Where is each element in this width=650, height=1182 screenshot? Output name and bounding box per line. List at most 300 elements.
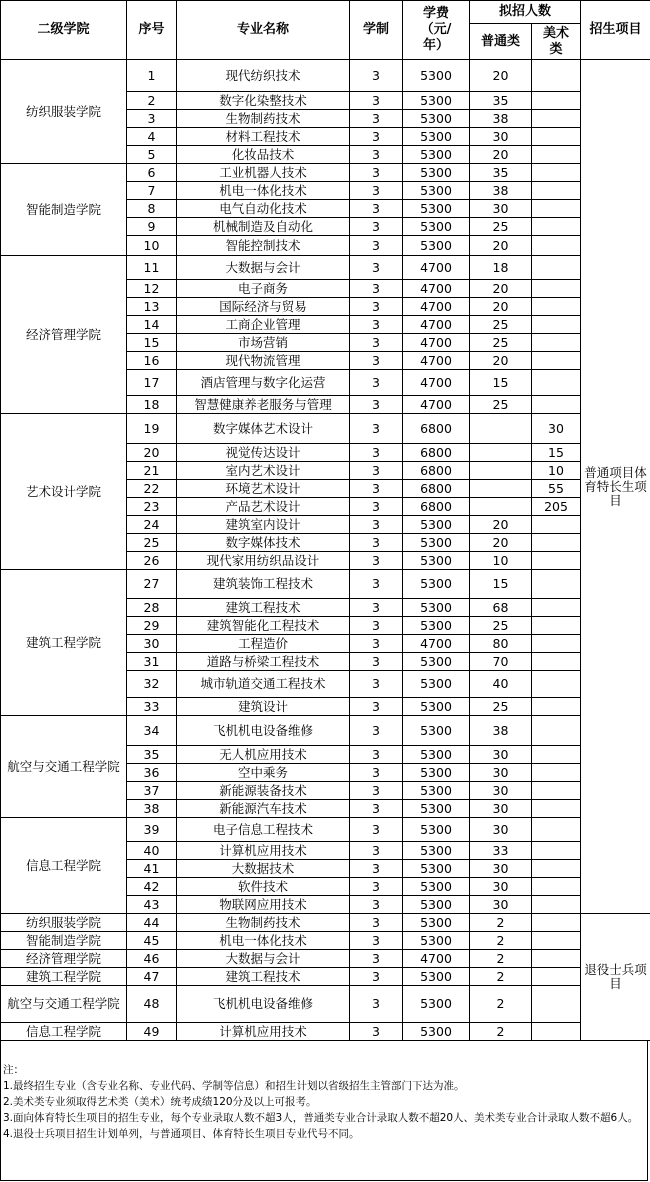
tuition-cell: 4700 bbox=[403, 370, 470, 396]
years-cell: 3 bbox=[350, 92, 403, 110]
years-cell: 3 bbox=[350, 182, 403, 200]
quota-general-cell: 25 bbox=[470, 334, 532, 352]
tuition-cell: 4700 bbox=[403, 280, 470, 298]
years-cell: 3 bbox=[350, 860, 403, 878]
years-cell: 3 bbox=[350, 534, 403, 552]
quota-art-cell bbox=[532, 698, 581, 716]
index-cell: 30 bbox=[127, 635, 177, 653]
tuition-cell: 5300 bbox=[403, 878, 470, 896]
years-cell: 3 bbox=[350, 842, 403, 860]
quota-general-cell: 30 bbox=[470, 800, 532, 818]
index-cell: 39 bbox=[127, 818, 177, 842]
quota-general-cell: 20 bbox=[470, 352, 532, 370]
table-row bbox=[1, 818, 650, 842]
years-cell: 3 bbox=[350, 635, 403, 653]
tuition-cell: 6800 bbox=[403, 498, 470, 516]
years-cell: 3 bbox=[350, 698, 403, 716]
index-cell: 9 bbox=[127, 218, 177, 236]
index-cell: 24 bbox=[127, 516, 177, 534]
table-header bbox=[1, 1, 650, 60]
major-cell: 建筑工程技术 bbox=[177, 599, 350, 617]
table-row bbox=[1, 914, 650, 932]
quota-art-cell bbox=[532, 200, 581, 218]
table-row bbox=[1, 1023, 650, 1041]
tuition-cell: 4700 bbox=[403, 352, 470, 370]
major-cell: 建筑智能化工程技术 bbox=[177, 617, 350, 635]
quota-general-cell: 30 bbox=[470, 764, 532, 782]
quota-general-cell: 20 bbox=[470, 60, 532, 92]
quota-general-cell: 30 bbox=[470, 128, 532, 146]
years-cell: 3 bbox=[350, 653, 403, 671]
tuition-cell: 5300 bbox=[403, 818, 470, 842]
table-row bbox=[1, 164, 650, 182]
college-cell: 信息工程学院 bbox=[1, 818, 127, 914]
index-cell: 23 bbox=[127, 498, 177, 516]
major-cell: 机械制造及自动化 bbox=[177, 218, 350, 236]
years-cell: 3 bbox=[350, 200, 403, 218]
tuition-cell: 4700 bbox=[403, 256, 470, 280]
header-project: 招生项目 bbox=[581, 1, 650, 60]
major-cell: 新能源装备技术 bbox=[177, 782, 350, 800]
index-cell: 43 bbox=[127, 896, 177, 914]
quota-art-cell bbox=[532, 146, 581, 164]
index-cell: 18 bbox=[127, 396, 177, 414]
quota-art-cell: 10 bbox=[532, 462, 581, 480]
quota-general-cell: 20 bbox=[470, 534, 532, 552]
tuition-cell: 5300 bbox=[403, 570, 470, 599]
quota-general-cell: 2 bbox=[470, 1023, 532, 1041]
quota-general-cell: 20 bbox=[470, 236, 532, 256]
tuition-cell: 6800 bbox=[403, 414, 470, 444]
header-quota-general: 普通类 bbox=[470, 24, 532, 60]
table-row bbox=[1, 968, 650, 986]
major-cell: 电气自动化技术 bbox=[177, 200, 350, 218]
years-cell: 3 bbox=[350, 316, 403, 334]
quota-art-cell bbox=[532, 534, 581, 552]
college-cell: 信息工程学院 bbox=[1, 1023, 127, 1041]
years-cell: 3 bbox=[350, 256, 403, 280]
major-cell: 建筑设计 bbox=[177, 698, 350, 716]
quota-general-cell: 25 bbox=[470, 396, 532, 414]
major-cell: 大数据技术 bbox=[177, 860, 350, 878]
table-row bbox=[1, 414, 650, 444]
quota-general-cell: 2 bbox=[470, 914, 532, 932]
major-cell: 大数据与会计 bbox=[177, 950, 350, 968]
years-cell: 3 bbox=[350, 498, 403, 516]
table-row bbox=[1, 716, 650, 746]
index-cell: 2 bbox=[127, 92, 177, 110]
index-cell: 8 bbox=[127, 200, 177, 218]
quota-art-cell bbox=[532, 352, 581, 370]
major-cell: 产品艺术设计 bbox=[177, 498, 350, 516]
major-cell: 无人机应用技术 bbox=[177, 746, 350, 764]
tuition-cell: 5300 bbox=[403, 599, 470, 617]
years-cell: 3 bbox=[350, 164, 403, 182]
quota-general-cell: 20 bbox=[470, 298, 532, 316]
quota-art-cell bbox=[532, 92, 581, 110]
index-cell: 33 bbox=[127, 698, 177, 716]
major-cell: 化妆品技术 bbox=[177, 146, 350, 164]
major-cell: 生物制药技术 bbox=[177, 110, 350, 128]
years-cell: 3 bbox=[350, 782, 403, 800]
quota-art-cell bbox=[532, 334, 581, 352]
quota-art-cell bbox=[532, 932, 581, 950]
quota-art-cell bbox=[532, 968, 581, 986]
quota-general-cell: 30 bbox=[470, 818, 532, 842]
major-cell: 室内艺术设计 bbox=[177, 462, 350, 480]
header-college: 二级学院 bbox=[1, 1, 127, 60]
project-veteran-cell: 退役士兵项目 bbox=[581, 914, 650, 1041]
quota-general-cell: 25 bbox=[470, 617, 532, 635]
quota-art-cell bbox=[532, 60, 581, 92]
major-cell: 物联网应用技术 bbox=[177, 896, 350, 914]
years-cell: 3 bbox=[350, 764, 403, 782]
tuition-cell: 5300 bbox=[403, 671, 470, 698]
index-cell: 13 bbox=[127, 298, 177, 316]
major-cell: 现代纺织技术 bbox=[177, 60, 350, 92]
index-cell: 34 bbox=[127, 716, 177, 746]
years-cell: 3 bbox=[350, 352, 403, 370]
college-cell: 建筑工程学院 bbox=[1, 968, 127, 986]
quota-general-cell: 10 bbox=[470, 552, 532, 570]
tuition-cell: 6800 bbox=[403, 444, 470, 462]
major-cell: 建筑工程技术 bbox=[177, 968, 350, 986]
quota-art-cell bbox=[532, 218, 581, 236]
index-cell: 36 bbox=[127, 764, 177, 782]
quota-general-cell: 20 bbox=[470, 516, 532, 534]
tuition-cell: 5300 bbox=[403, 516, 470, 534]
quota-general-cell: 30 bbox=[470, 746, 532, 764]
quota-general-cell bbox=[470, 444, 532, 462]
index-cell: 46 bbox=[127, 950, 177, 968]
college-cell: 航空与交通工程学院 bbox=[1, 986, 127, 1023]
quota-general-cell: 30 bbox=[470, 200, 532, 218]
years-cell: 3 bbox=[350, 1023, 403, 1041]
quota-art-cell bbox=[532, 1023, 581, 1041]
quota-general-cell: 2 bbox=[470, 968, 532, 986]
tuition-cell: 5300 bbox=[403, 842, 470, 860]
years-cell: 3 bbox=[350, 800, 403, 818]
major-cell: 国际经济与贸易 bbox=[177, 298, 350, 316]
major-cell: 机电一体化技术 bbox=[177, 182, 350, 200]
years-cell: 3 bbox=[350, 396, 403, 414]
index-cell: 17 bbox=[127, 370, 177, 396]
index-cell: 16 bbox=[127, 352, 177, 370]
index-cell: 10 bbox=[127, 236, 177, 256]
tuition-cell: 5300 bbox=[403, 146, 470, 164]
major-cell: 数字化染整技术 bbox=[177, 92, 350, 110]
tuition-cell: 5300 bbox=[403, 218, 470, 236]
tuition-cell: 4700 bbox=[403, 316, 470, 334]
major-cell: 电子信息工程技术 bbox=[177, 818, 350, 842]
major-cell: 软件技术 bbox=[177, 878, 350, 896]
quota-art-cell bbox=[532, 552, 581, 570]
tuition-cell: 6800 bbox=[403, 480, 470, 498]
index-cell: 40 bbox=[127, 842, 177, 860]
quota-general-cell: 80 bbox=[470, 635, 532, 653]
quota-art-cell bbox=[532, 818, 581, 842]
index-cell: 4 bbox=[127, 128, 177, 146]
quota-art-cell: 205 bbox=[532, 498, 581, 516]
tuition-cell: 5300 bbox=[403, 110, 470, 128]
quota-art-cell bbox=[532, 896, 581, 914]
major-cell: 现代家用纺织品设计 bbox=[177, 552, 350, 570]
tuition-cell: 5300 bbox=[403, 968, 470, 986]
note-item: 3.面向体育特长生项目的招生专业，每个专业录取人数不超3人，普通类专业合计录取人数不超20人、美术类专业合计录取人数不超6人。 bbox=[3, 1112, 639, 1124]
quota-art-cell bbox=[532, 860, 581, 878]
quota-general-cell: 70 bbox=[470, 653, 532, 671]
tuition-cell: 5300 bbox=[403, 716, 470, 746]
index-cell: 49 bbox=[127, 1023, 177, 1041]
quota-art-cell bbox=[532, 764, 581, 782]
college-cell: 智能制造学院 bbox=[1, 164, 127, 256]
years-cell: 3 bbox=[350, 671, 403, 698]
quota-art-cell bbox=[532, 635, 581, 653]
tuition-cell: 4700 bbox=[403, 334, 470, 352]
college-cell: 纺织服装学院 bbox=[1, 914, 127, 932]
years-cell: 3 bbox=[350, 516, 403, 534]
quota-general-cell: 20 bbox=[470, 280, 532, 298]
years-cell: 3 bbox=[350, 986, 403, 1023]
major-cell: 道路与桥梁工程技术 bbox=[177, 653, 350, 671]
quota-art-cell: 30 bbox=[532, 414, 581, 444]
major-cell: 电子商务 bbox=[177, 280, 350, 298]
tuition-cell: 5300 bbox=[403, 896, 470, 914]
quota-art-cell bbox=[532, 236, 581, 256]
quota-general-cell: 25 bbox=[470, 218, 532, 236]
major-cell: 智慧健康养老服务与管理 bbox=[177, 396, 350, 414]
quota-art-cell bbox=[532, 716, 581, 746]
tuition-cell: 4700 bbox=[403, 950, 470, 968]
tuition-cell: 5300 bbox=[403, 914, 470, 932]
index-cell: 1 bbox=[127, 60, 177, 92]
college-cell: 智能制造学院 bbox=[1, 932, 127, 950]
years-cell: 3 bbox=[350, 950, 403, 968]
index-cell: 48 bbox=[127, 986, 177, 1023]
quota-art-cell bbox=[532, 280, 581, 298]
tuition-cell: 5300 bbox=[403, 1023, 470, 1041]
header-tuition: 学费（元/年） bbox=[403, 1, 470, 60]
major-cell: 计算机应用技术 bbox=[177, 842, 350, 860]
years-cell: 3 bbox=[350, 617, 403, 635]
major-cell: 建筑装饰工程技术 bbox=[177, 570, 350, 599]
years-cell: 3 bbox=[350, 414, 403, 444]
quota-general-cell bbox=[470, 498, 532, 516]
quota-art-cell bbox=[532, 164, 581, 182]
quota-art-cell bbox=[532, 914, 581, 932]
major-cell: 大数据与会计 bbox=[177, 256, 350, 280]
quota-general-cell: 38 bbox=[470, 716, 532, 746]
years-cell: 3 bbox=[350, 968, 403, 986]
quota-art-cell bbox=[532, 128, 581, 146]
quota-art-cell bbox=[532, 986, 581, 1023]
tuition-cell: 5300 bbox=[403, 764, 470, 782]
quota-art-cell bbox=[532, 617, 581, 635]
years-cell: 3 bbox=[350, 552, 403, 570]
tuition-cell: 5300 bbox=[403, 860, 470, 878]
index-cell: 32 bbox=[127, 671, 177, 698]
quota-art-cell bbox=[532, 570, 581, 599]
index-cell: 26 bbox=[127, 552, 177, 570]
quota-art-cell: 15 bbox=[532, 444, 581, 462]
tuition-cell: 5300 bbox=[403, 552, 470, 570]
index-cell: 3 bbox=[127, 110, 177, 128]
years-cell: 3 bbox=[350, 878, 403, 896]
index-cell: 42 bbox=[127, 878, 177, 896]
table-row bbox=[1, 932, 650, 950]
index-cell: 29 bbox=[127, 617, 177, 635]
quota-general-cell: 15 bbox=[470, 370, 532, 396]
major-cell: 数字媒体技术 bbox=[177, 534, 350, 552]
index-cell: 28 bbox=[127, 599, 177, 617]
tuition-cell: 5300 bbox=[403, 782, 470, 800]
quota-art-cell bbox=[532, 671, 581, 698]
major-cell: 飞机机电设备维修 bbox=[177, 716, 350, 746]
quota-general-cell: 20 bbox=[470, 146, 532, 164]
years-cell: 3 bbox=[350, 60, 403, 92]
index-cell: 11 bbox=[127, 256, 177, 280]
index-cell: 31 bbox=[127, 653, 177, 671]
table-body bbox=[1, 60, 650, 1041]
table-row bbox=[1, 986, 650, 1023]
quota-art-cell bbox=[532, 298, 581, 316]
quota-general-cell: 30 bbox=[470, 860, 532, 878]
header-index: 序号 bbox=[127, 1, 177, 60]
tuition-cell: 5300 bbox=[403, 698, 470, 716]
index-cell: 6 bbox=[127, 164, 177, 182]
major-cell: 智能控制技术 bbox=[177, 236, 350, 256]
quota-general-cell: 35 bbox=[470, 164, 532, 182]
index-cell: 12 bbox=[127, 280, 177, 298]
quota-general-cell: 25 bbox=[470, 316, 532, 334]
index-cell: 35 bbox=[127, 746, 177, 764]
major-cell: 飞机机电设备维修 bbox=[177, 986, 350, 1023]
major-cell: 材料工程技术 bbox=[177, 128, 350, 146]
college-cell: 经济管理学院 bbox=[1, 950, 127, 968]
tuition-cell: 5300 bbox=[403, 746, 470, 764]
quota-art-cell bbox=[532, 653, 581, 671]
years-cell: 3 bbox=[350, 334, 403, 352]
years-cell: 3 bbox=[350, 110, 403, 128]
quota-art-cell bbox=[532, 396, 581, 414]
quota-general-cell bbox=[470, 414, 532, 444]
college-cell: 建筑工程学院 bbox=[1, 570, 127, 716]
quota-art-cell bbox=[532, 516, 581, 534]
years-cell: 3 bbox=[350, 298, 403, 316]
quota-general-cell: 30 bbox=[470, 878, 532, 896]
quota-general-cell: 35 bbox=[470, 92, 532, 110]
college-cell: 航空与交通工程学院 bbox=[1, 716, 127, 818]
tuition-cell: 5300 bbox=[403, 617, 470, 635]
quota-art-cell bbox=[532, 878, 581, 896]
index-cell: 45 bbox=[127, 932, 177, 950]
table-row bbox=[1, 256, 650, 280]
table-row bbox=[1, 60, 650, 92]
quota-general-cell bbox=[470, 462, 532, 480]
major-cell: 视觉传达设计 bbox=[177, 444, 350, 462]
years-cell: 3 bbox=[350, 599, 403, 617]
note-item: 1.最终招生专业（含专业名称、专业代码、学制等信息）和招生计划以省级招生主管部门下达为准。 bbox=[3, 1080, 465, 1092]
quota-general-cell: 38 bbox=[470, 110, 532, 128]
tuition-cell: 5300 bbox=[403, 164, 470, 182]
years-cell: 3 bbox=[350, 146, 403, 164]
years-cell: 3 bbox=[350, 716, 403, 746]
quota-art-cell bbox=[532, 800, 581, 818]
years-cell: 3 bbox=[350, 218, 403, 236]
index-cell: 44 bbox=[127, 914, 177, 932]
quota-general-cell: 68 bbox=[470, 599, 532, 617]
major-cell: 现代物流管理 bbox=[177, 352, 350, 370]
index-cell: 25 bbox=[127, 534, 177, 552]
years-cell: 3 bbox=[350, 746, 403, 764]
quota-general-cell bbox=[470, 480, 532, 498]
index-cell: 5 bbox=[127, 146, 177, 164]
quota-general-cell: 40 bbox=[470, 671, 532, 698]
notes-section bbox=[0, 1040, 648, 1181]
major-cell: 空中乘务 bbox=[177, 764, 350, 782]
major-cell: 数字媒体艺术设计 bbox=[177, 414, 350, 444]
tuition-cell: 6800 bbox=[403, 462, 470, 480]
notes-title: 注： bbox=[3, 1064, 24, 1076]
quota-art-cell bbox=[532, 746, 581, 764]
header-quota: 拟招人数 bbox=[470, 1, 581, 24]
index-cell: 14 bbox=[127, 316, 177, 334]
major-cell: 酒店管理与数字化运营 bbox=[177, 370, 350, 396]
college-cell: 艺术设计学院 bbox=[1, 414, 127, 570]
quota-general-cell: 25 bbox=[470, 698, 532, 716]
index-cell: 37 bbox=[127, 782, 177, 800]
quota-general-cell: 30 bbox=[470, 782, 532, 800]
years-cell: 3 bbox=[350, 914, 403, 932]
note-item: 2.美术类专业须取得艺术类（美术）统考成绩120分及以上可报考。 bbox=[3, 1096, 317, 1108]
tuition-cell: 4700 bbox=[403, 635, 470, 653]
years-cell: 3 bbox=[350, 444, 403, 462]
major-cell: 工程造价 bbox=[177, 635, 350, 653]
tuition-cell: 5300 bbox=[403, 182, 470, 200]
major-cell: 机电一体化技术 bbox=[177, 932, 350, 950]
quota-general-cell: 2 bbox=[470, 950, 532, 968]
quota-art-cell bbox=[532, 599, 581, 617]
tuition-cell: 5300 bbox=[403, 200, 470, 218]
years-cell: 3 bbox=[350, 932, 403, 950]
index-cell: 22 bbox=[127, 480, 177, 498]
quota-general-cell: 2 bbox=[470, 986, 532, 1023]
index-cell: 19 bbox=[127, 414, 177, 444]
college-cell: 纺织服装学院 bbox=[1, 60, 127, 164]
tuition-cell: 5300 bbox=[403, 60, 470, 92]
tuition-cell: 5300 bbox=[403, 534, 470, 552]
major-cell: 工商企业管理 bbox=[177, 316, 350, 334]
years-cell: 3 bbox=[350, 896, 403, 914]
quota-general-cell: 38 bbox=[470, 182, 532, 200]
quota-art-cell bbox=[532, 182, 581, 200]
index-cell: 47 bbox=[127, 968, 177, 986]
quota-art-cell bbox=[532, 370, 581, 396]
index-cell: 38 bbox=[127, 800, 177, 818]
tuition-cell: 5300 bbox=[403, 653, 470, 671]
years-cell: 3 bbox=[350, 128, 403, 146]
quota-art-cell bbox=[532, 950, 581, 968]
years-cell: 3 bbox=[350, 480, 403, 498]
tuition-cell: 5300 bbox=[403, 932, 470, 950]
major-cell: 城市轨道交通工程技术 bbox=[177, 671, 350, 698]
header-quota-art: 美术类 bbox=[532, 24, 581, 60]
quota-general-cell: 30 bbox=[470, 896, 532, 914]
tuition-cell: 5300 bbox=[403, 92, 470, 110]
table-row bbox=[1, 950, 650, 968]
tuition-cell: 5300 bbox=[403, 128, 470, 146]
index-cell: 41 bbox=[127, 860, 177, 878]
